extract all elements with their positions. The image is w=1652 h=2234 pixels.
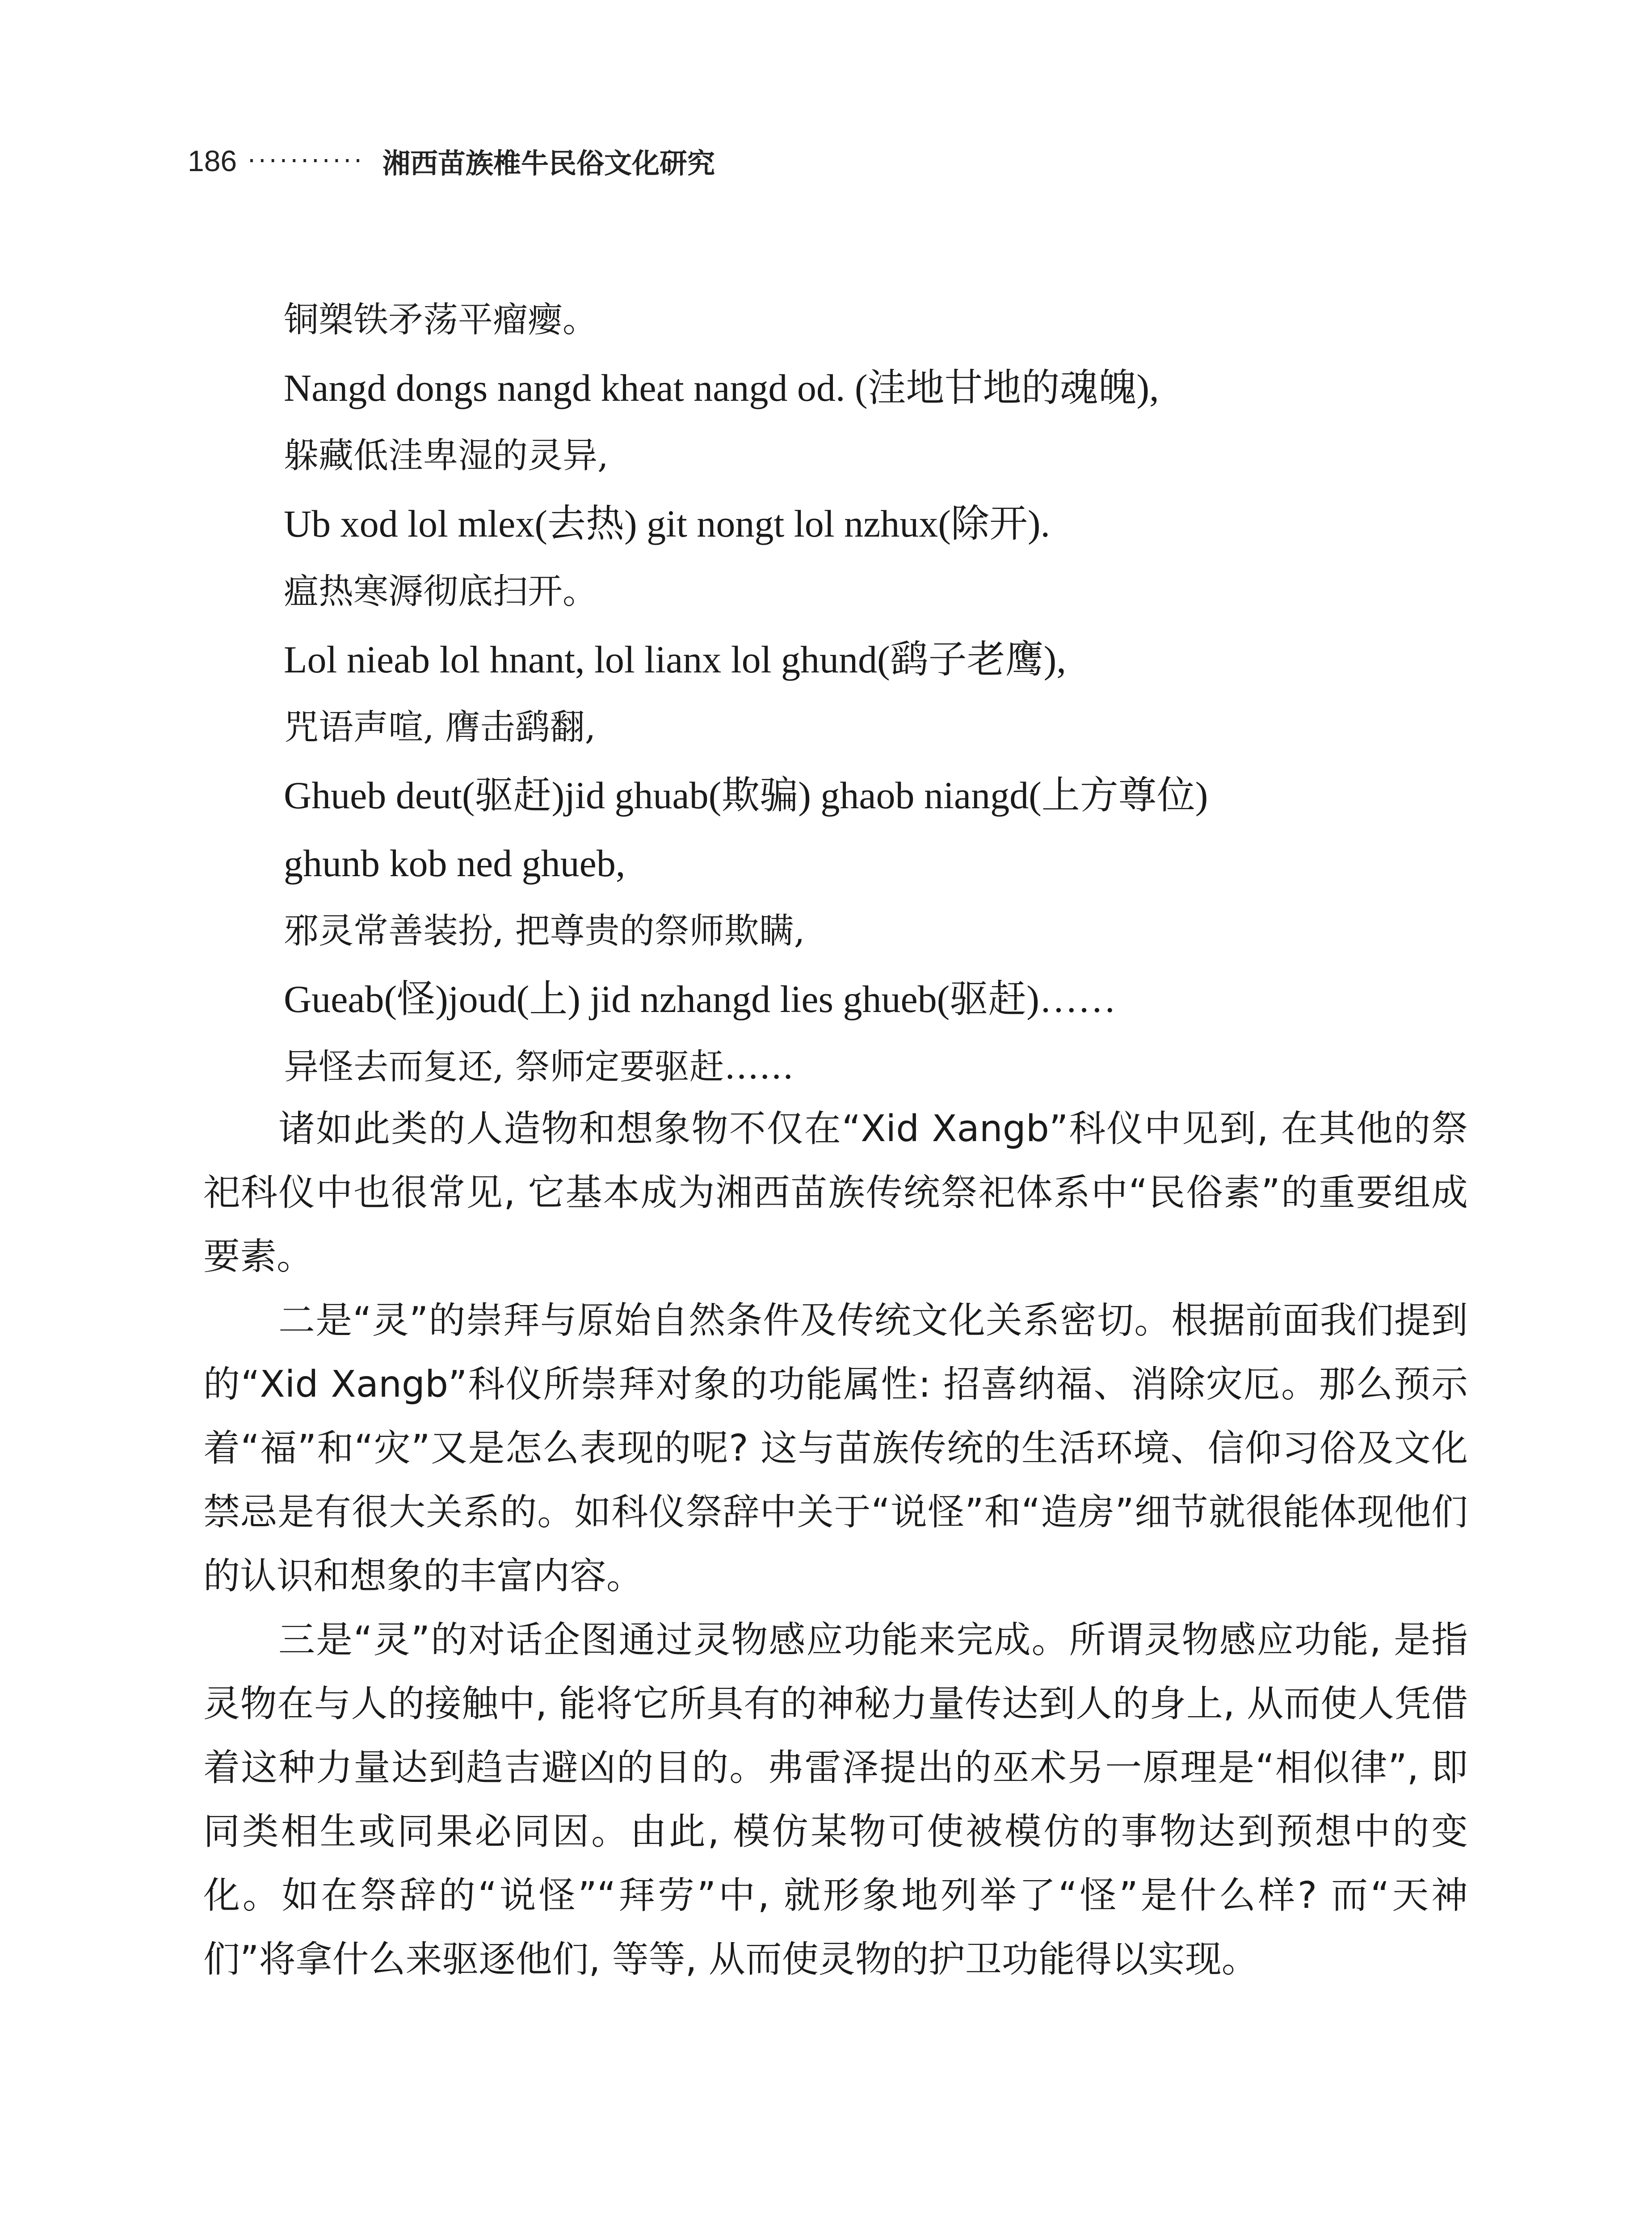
running-header [188, 134, 1484, 188]
verse-line-miao: Ub xod lol mlex(去热) git nongt lol nzhux(除开). [284, 502, 1051, 545]
verse-line-miao: Nangd dongs nangd kheat nangd od. (洼地甘地的魂魄), [284, 366, 1159, 409]
verse-line-miao: Lol nieab lol hnant, lol lianx lol ghund(鹞子老鹰), [284, 638, 1066, 681]
verse-line-chinese: 躲藏低洼卑湿的灵异, [284, 436, 609, 476]
verse-block [284, 286, 1490, 1101]
verse-line-miao: Gueab(怪)joud(上) jid nzhangd lies ghueb(驱赶)…… [284, 978, 1116, 1020]
paragraph: 三是“灵”的对话企图通过灵物感应功能来完成。所谓灵物感应功能, 是指灵物在与人的接触中, 能将它所具有的神秘力量传达到人的身上, 从而使人凭借着这种力量达到趋吉避凶的目的。弗雷泽提出的巫术另一原理是“相似律”, 即同类相生或同果必同因。由此, 模仿某物可使被模仿的事物达到预想中的变化。如在祭辞的“说怪”“拜劳”中, 就形象地列举了“怪”是什么样? 而“天神们”将拿什么来驱逐他们, 等等, 从而使灵物的护卫功能得以实现。 [203, 1619, 1468, 1981]
verse-line-miao: Ghueb deut(驱赶)jid ghuab(欺骗) ghaob niangd(上方尊位) [284, 774, 1208, 817]
verse-line-chinese: 异怪去而复还, 祭师定要驱赶…… [284, 1047, 794, 1087]
book-title: 湘西苗族椎牛民俗文化研究 [382, 147, 715, 180]
dot-leader: ··········· [248, 146, 365, 176]
body-text [203, 1097, 1468, 1991]
verse-line-chinese: 咒语声喧, 膺击鹞翻, [284, 707, 596, 747]
verse-line-chinese: 瘟热寒溽彻底扫开。 [284, 571, 598, 612]
verse-line-miao: ghunb kob ned ghueb, [284, 842, 626, 885]
verse-line-chinese: 铜槊铁矛荡平瘤瘿。 [284, 300, 598, 340]
paragraph: 诸如此类的人造物和想象物不仅在“Xid Xangb”科仪中见到, 在其他的祭祀科仪中也很常见, 它基本成为湘西苗族传统祭祀体系中“民俗素”的重要组成要素。 [203, 1108, 1468, 1278]
page-number: 186 [188, 144, 237, 177]
paragraph: 二是“灵”的崇拜与原始自然条件及传统文化关系密切。根据前面我们提到的“Xid Xangb”科仪所崇拜对象的功能属性: 招喜纳福、消除灾厄。那么预示着“福”和“灾”又是怎么表现的呢? 这与苗族传统的生活环境、信仰习俗及文化禁忌是有很大关系的。如科仪祭辞中关于“说怪”和“造房”细节就很能体现他们的认识和想象的丰富内容。 [203, 1299, 1468, 1597]
verse-line-chinese: 邪灵常善装扮, 把尊贵的祭师欺瞒, [284, 911, 805, 951]
